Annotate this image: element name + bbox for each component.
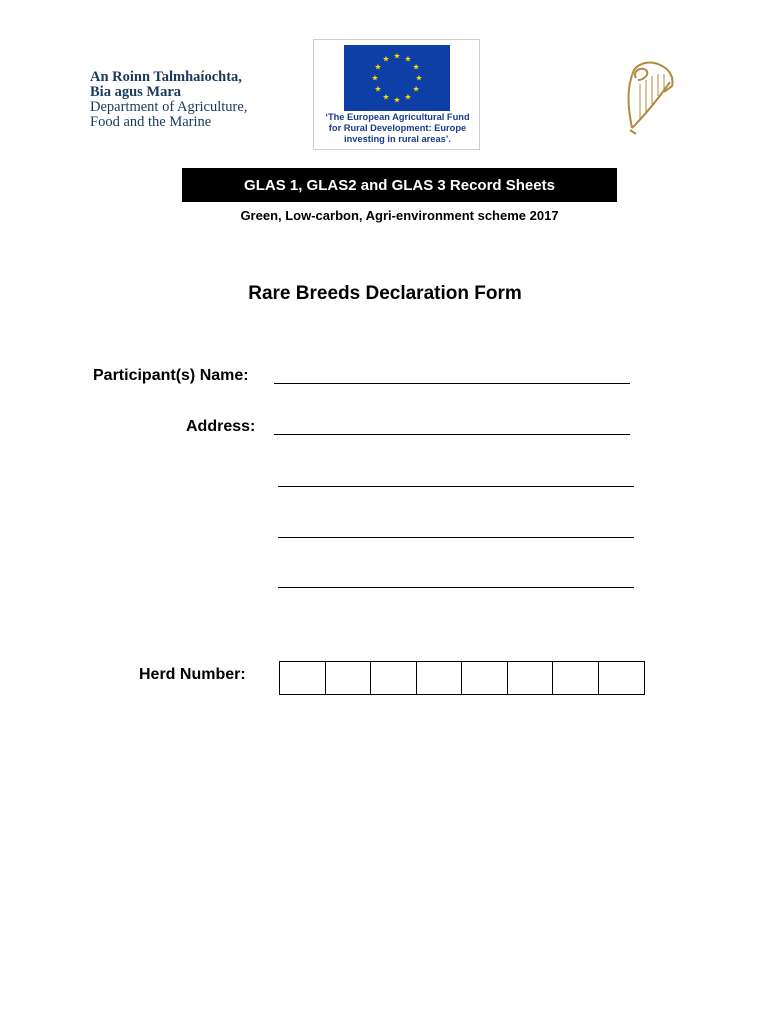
eu-caption <box>318 112 477 145</box>
eu-star-icon: ★ <box>382 92 390 102</box>
address-label: Address: <box>186 418 256 435</box>
eu-star-icon: ★ <box>415 73 423 83</box>
dept-english-line1: Department of Agriculture, <box>90 99 248 115</box>
eu-star-icon: ★ <box>404 54 412 64</box>
banner-title: GLAS 1, GLAS2 and GLAS 3 Record Sheets <box>244 176 555 194</box>
eu-star-icon: ★ <box>393 51 401 61</box>
address-field-line1[interactable] <box>274 434 630 435</box>
herd-number-cell[interactable] <box>371 662 417 694</box>
herd-number-boxes[interactable] <box>279 661 645 695</box>
eu-star-icon: ★ <box>404 92 412 102</box>
address-field-line2[interactable] <box>278 486 634 487</box>
participant-name-field[interactable] <box>274 383 630 384</box>
harp-icon <box>622 58 678 136</box>
eu-flag-icon <box>344 45 450 111</box>
eu-star-icon: ★ <box>371 73 379 83</box>
eu-star-icon: ★ <box>412 62 420 72</box>
herd-number-cell[interactable] <box>417 662 463 694</box>
dept-english-line2: Food and the Marine <box>90 114 212 130</box>
herd-number-cell[interactable] <box>553 662 599 694</box>
eu-star-icon: ★ <box>412 84 420 94</box>
scheme-subtitle: Green, Low-carbon, Agri-environment scheme 2017 <box>240 208 559 223</box>
eu-star-icon: ★ <box>393 95 401 105</box>
eu-star-icon: ★ <box>374 62 382 72</box>
eu-caption-line1: ‘The European Agricultural Fund <box>325 112 470 122</box>
eu-caption-line3: investing in rural areas’. <box>344 134 451 144</box>
dept-irish-line2: Bia agus Mara <box>90 84 182 100</box>
eu-star-icon: ★ <box>374 84 382 94</box>
participant-name-label: Participant(s) Name: <box>93 367 249 384</box>
eu-caption-line2: for Rural Development: Europe <box>328 123 467 133</box>
herd-number-cell[interactable] <box>326 662 372 694</box>
form-title: Rare Breeds Declaration Form <box>248 283 522 304</box>
eu-fund-logo <box>313 39 480 150</box>
herd-number-cell[interactable] <box>508 662 554 694</box>
herd-number-cell[interactable] <box>462 662 508 694</box>
dept-irish-line1: An Roinn Talmhaíochta, <box>90 69 242 85</box>
record-sheets-banner <box>182 168 617 202</box>
department-logo <box>90 70 247 130</box>
herd-number-label: Herd Number: <box>139 666 246 683</box>
address-field-line4[interactable] <box>278 587 634 588</box>
address-field-line3[interactable] <box>278 537 634 538</box>
eu-star-icon: ★ <box>382 54 390 64</box>
herd-number-cell[interactable] <box>599 662 645 694</box>
herd-number-cell[interactable] <box>280 662 326 694</box>
